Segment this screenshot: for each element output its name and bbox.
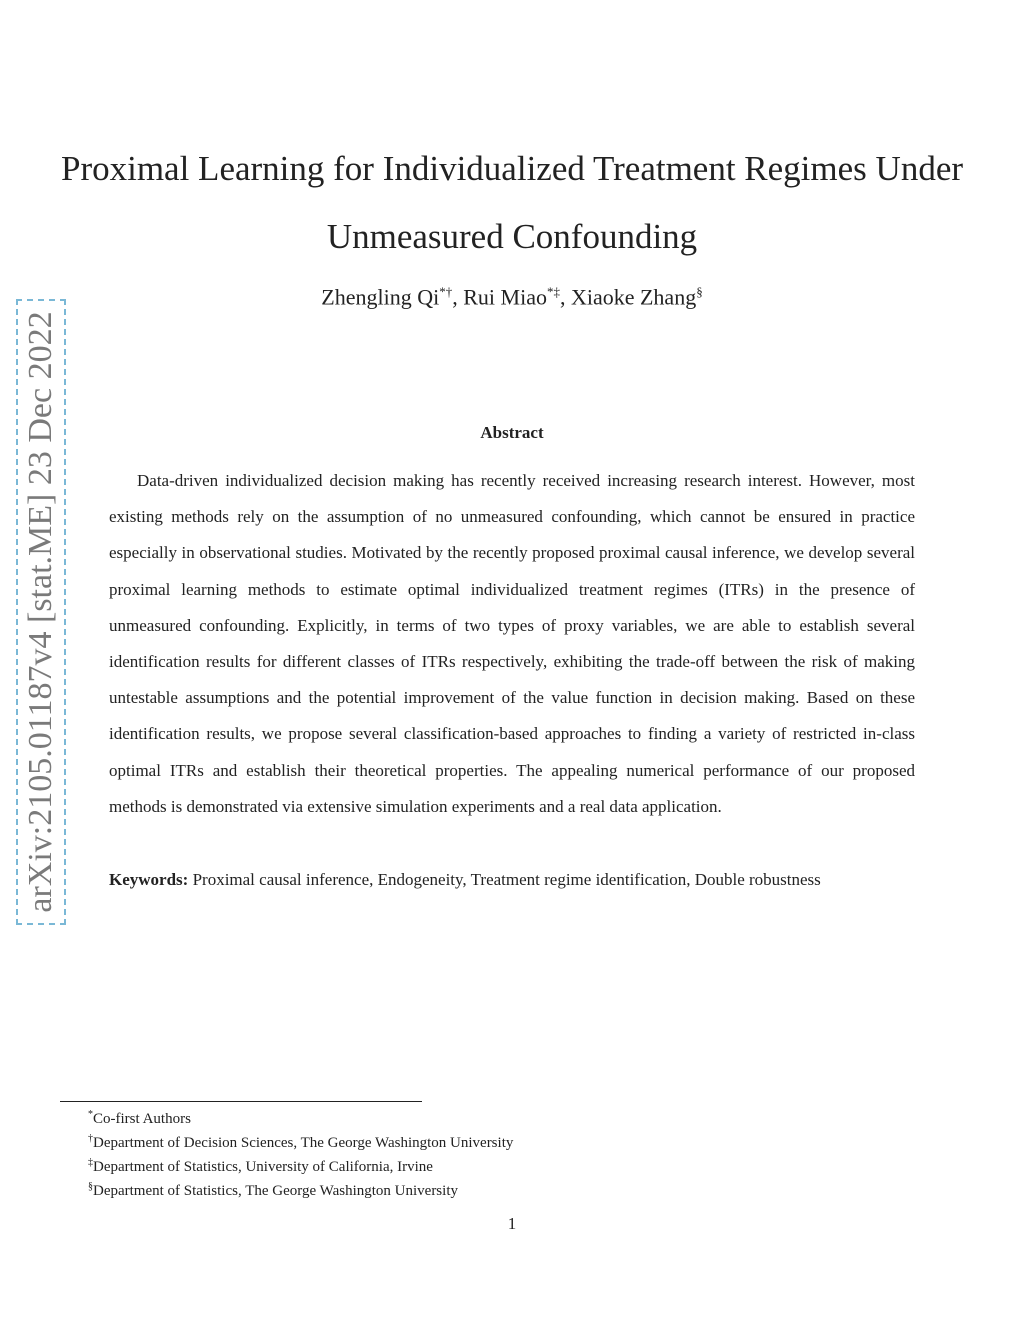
footnote-text: Department of Statistics, University of California, Irvine bbox=[93, 1159, 433, 1175]
abstract-body: Data-driven individualized decision making has recently received increasing research interest. However, most existing methods rely on the assumption of no unmeasured confounding, which cannot be ensured in practice especially in observational studies. Motivated by the recently proposed proximal causal inference, we develop several proximal learning methods to estimate optimal individualized treatment regimes (ITRs) in the presence of unmeasured confounding. Explicitly, in terms of two types of proxy variables, we are able to establish several identification results for different classes of ITRs respectively, exhibiting the trade-off between the risk of making untestable assumptions and the potential improvement of the value function in decision making. Based on these identification results, we propose several classification-based approaches to finding a variety of restricted in-class optimal ITRs and establish their theoretical properties. The appealing numerical performance of our proposed methods is demonstrated via extensive simulation experiments and a real data application. bbox=[109, 471, 915, 816]
arxiv-identifier: arXiv:2105.01187v4 [stat.ME] 23 Dec 2022 bbox=[22, 311, 59, 913]
keywords-text: Proximal causal inference, Endogeneity, Treatment regime identification, Double robustness bbox=[192, 870, 821, 889]
footnote-mark: † bbox=[88, 1133, 93, 1144]
footnote-mark: * bbox=[88, 1109, 93, 1120]
footnote bbox=[88, 1105, 788, 1129]
author-affiliation-marks: *‡ bbox=[546, 284, 560, 299]
abstract-heading: Abstract bbox=[480, 423, 544, 442]
author-list bbox=[40, 284, 984, 310]
footnote bbox=[88, 1129, 788, 1153]
keywords-label: Keywords: bbox=[109, 870, 189, 889]
footnote bbox=[88, 1177, 788, 1201]
keywords bbox=[109, 862, 915, 898]
footnote-mark: § bbox=[88, 1181, 93, 1192]
author-separator: , bbox=[559, 284, 571, 310]
author-name: Xiaoke Zhang bbox=[570, 284, 697, 310]
author-separator: , bbox=[452, 284, 464, 310]
footnote bbox=[88, 1153, 788, 1177]
footnote-text: Department of Statistics, The George Washington University bbox=[93, 1183, 458, 1199]
author-name: Rui Miao bbox=[463, 284, 547, 310]
page-number: 1 bbox=[507, 1214, 517, 1233]
footnotes bbox=[88, 1105, 788, 1201]
author-affiliation-marks: *† bbox=[439, 284, 453, 299]
footnote-mark: ‡ bbox=[88, 1157, 93, 1168]
footnote-text: Co-first Authors bbox=[93, 1111, 191, 1127]
author-name: Zhengling Qi bbox=[321, 284, 440, 310]
author-affiliation-marks: § bbox=[696, 284, 703, 299]
arxiv-stamp bbox=[16, 299, 66, 925]
paper-title: Proximal Learning for Individualized Treatment Regimes Under Unmeasured Confounding bbox=[60, 149, 964, 257]
footnote-text: Department of Decision Sciences, The George Washington University bbox=[93, 1135, 514, 1151]
footnote-divider bbox=[60, 1101, 422, 1102]
